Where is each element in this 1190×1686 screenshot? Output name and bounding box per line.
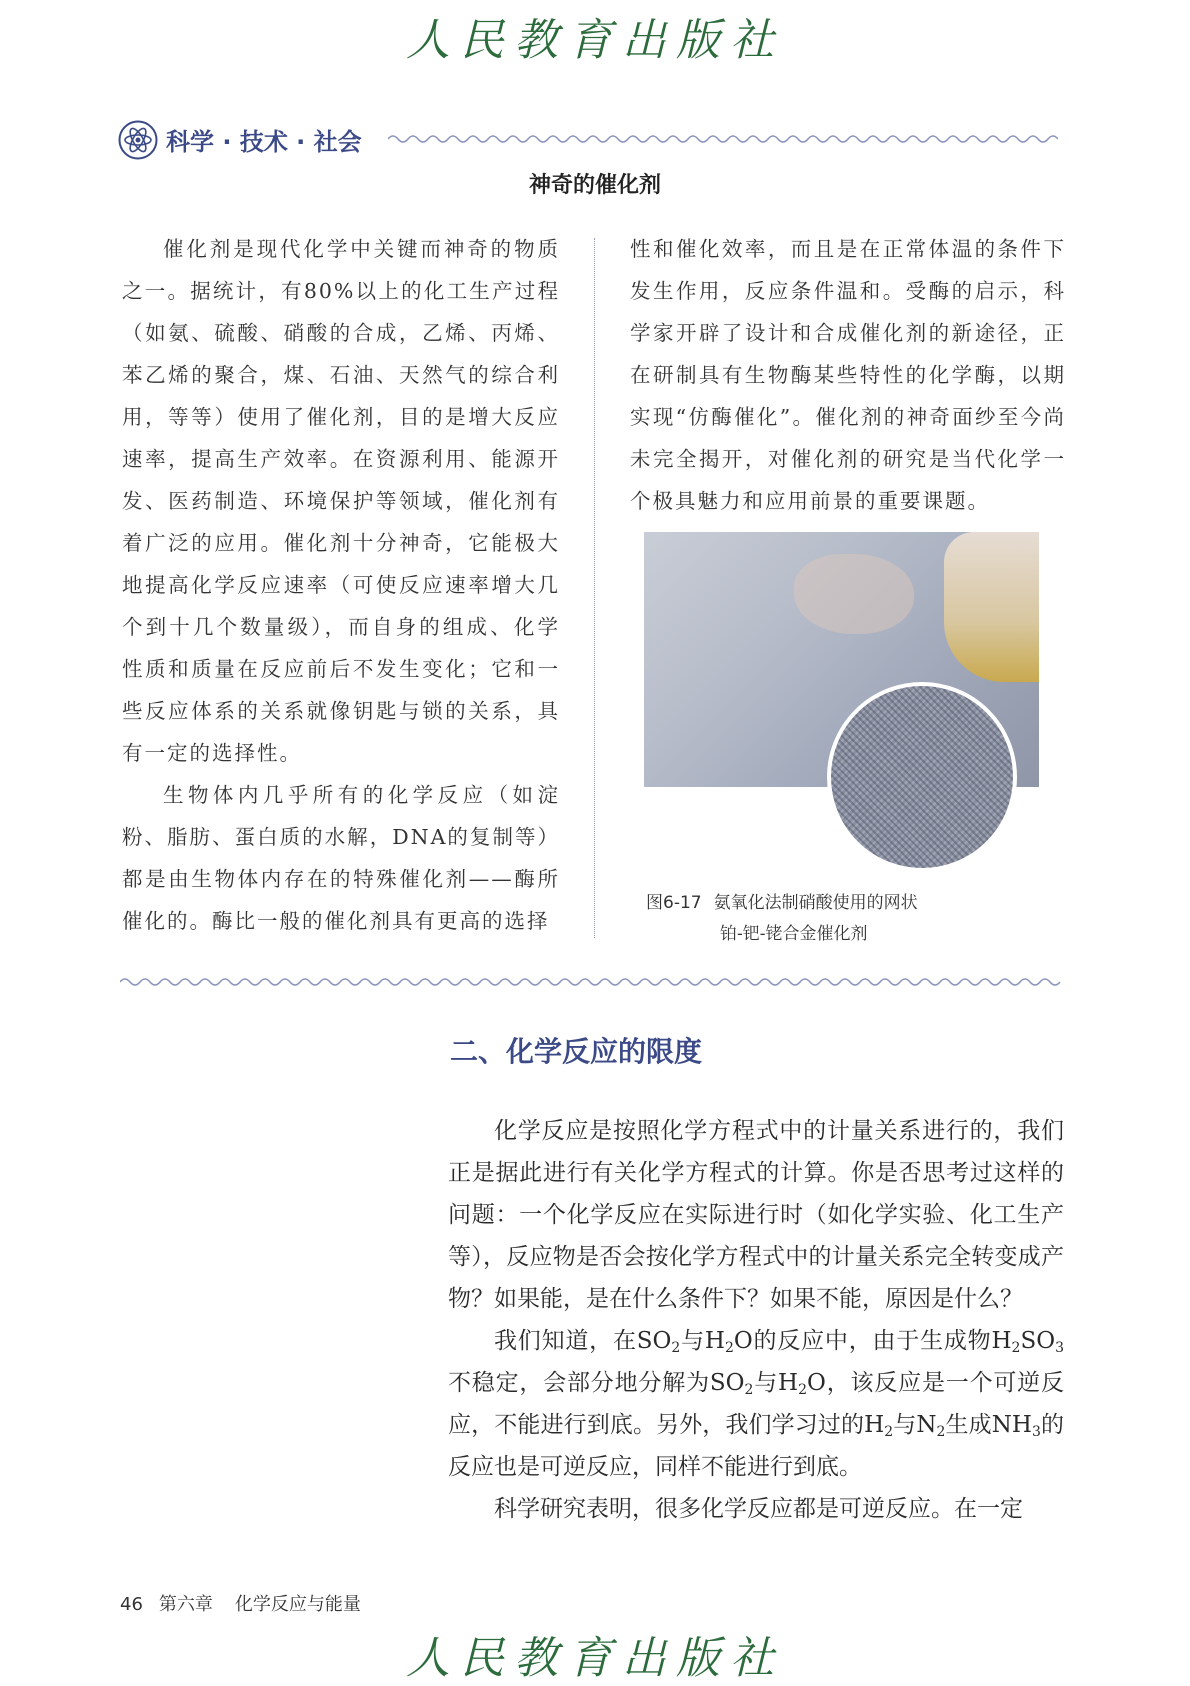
feature-banner [118, 118, 1058, 162]
banner-wave-divider [388, 132, 1058, 146]
section-heading: 二、化学反应的限度 [450, 1035, 703, 1068]
figure-caption [646, 888, 1056, 950]
section-wave-divider [120, 975, 1064, 989]
caption-line-1: 氨氧化法制硝酸使用的网状 [713, 893, 918, 913]
arm-sleeve [944, 532, 1039, 682]
right-paragraph-1: 性和催化效率，而且是在正常体温的条件下发生作用，反应条件温和。受酶的启示，科学家开辟了设计和合成催化剂的新途径，正在研制具有生物酶某些特性的化学酶，以期实现“仿酶催化”。催化剂的神奇面纱至今尚未完全揭开，对催化剂的研究是当代化学一个极具魅力和应用前景的重要课题。 [630, 237, 1066, 513]
publisher-watermark-top: 人民教育出版社 [406, 15, 784, 66]
page-number: 46 [120, 1594, 143, 1615]
caption-line-2: 铂-钯-铑合金催化剂 [720, 924, 868, 944]
section-paragraph-1: 化学反应是按照化学方程式中的计量关系进行的，我们正是据此进行有关化学方程式的计算。你是否思考过这样的问题：一个化学反应在实际进行时（如化学实验、化工生产等），反应物是否会按化学方程式中的计量关系完全转变成产物？如果能，是在什么条件下？如果不能，原因是什么？ [448, 1118, 1064, 1312]
catalyst-gauze-photo [644, 532, 1039, 787]
page-footer [120, 1590, 361, 1616]
chapter-title: 化学反应与能量 [234, 1594, 361, 1615]
gauze-closeup-circle [827, 682, 1017, 872]
chapter-label: 第六章 [158, 1594, 213, 1615]
hand-shadow [794, 554, 914, 634]
section-paragraph-3: 科学研究表明，很多化学反应都是可逆反应。在一定 [494, 1496, 1023, 1522]
box-title: 神奇的催化剂 [528, 173, 661, 198]
left-paragraph-1: 催化剂是现代化学中关键而神奇的物质之一。据统计，有80%以上的化工生产过程（如氨、硫酸、硝酸的合成，乙烯、丙烯、苯乙烯的聚合，煤、石油、天然气的综合利用，等等）使用了催化剂，目的是增大反应速率，提高生产效率。在资源利用、能源开发、医药制造、环境保护等领域，催化剂有着广泛的应用。催化剂十分神奇，它能极大地提高化学反应速率（可使反应速率增大几个到十几个数量级），而自身的组成、化学性质和质量在反应前后不发生变化；它和一些反应体系的关系就像钥匙与锁的关系，具有一定的选择性。 [122, 237, 560, 765]
column-divider [594, 238, 595, 938]
figure-number: 图6-17 [646, 893, 702, 913]
left-column [122, 228, 560, 942]
publisher-watermark-bottom: 人民教育出版社 [406, 1633, 784, 1684]
right-column [630, 228, 1066, 522]
section-paragraph-2: 我们知道，在$SO_2$与$H_2O$的反应中，由于生成物$H_2SO_3$不稳定，会部分地分解为$SO_2$与$H_2O$，该反应是一个可逆反应，不能进行到底。另外，我们学习过的$H_2$与$N_2$生成$NH_3$的反应也是可逆反应，同样不能进行到底。 [448, 1328, 1065, 1480]
section-body [448, 1110, 1064, 1530]
left-paragraph-2: 生物体内几乎所有的化学反应（如淀粉、脂肪、蛋白质的水解，DNA的复制等）都是由生物体内存在的特殊催化剂——酶所催化的。酶比一般的催化剂具有更高的选择 [122, 783, 560, 933]
atom-icon [118, 120, 158, 160]
banner-title: 科学 · 技术 · 社会 [166, 128, 362, 156]
